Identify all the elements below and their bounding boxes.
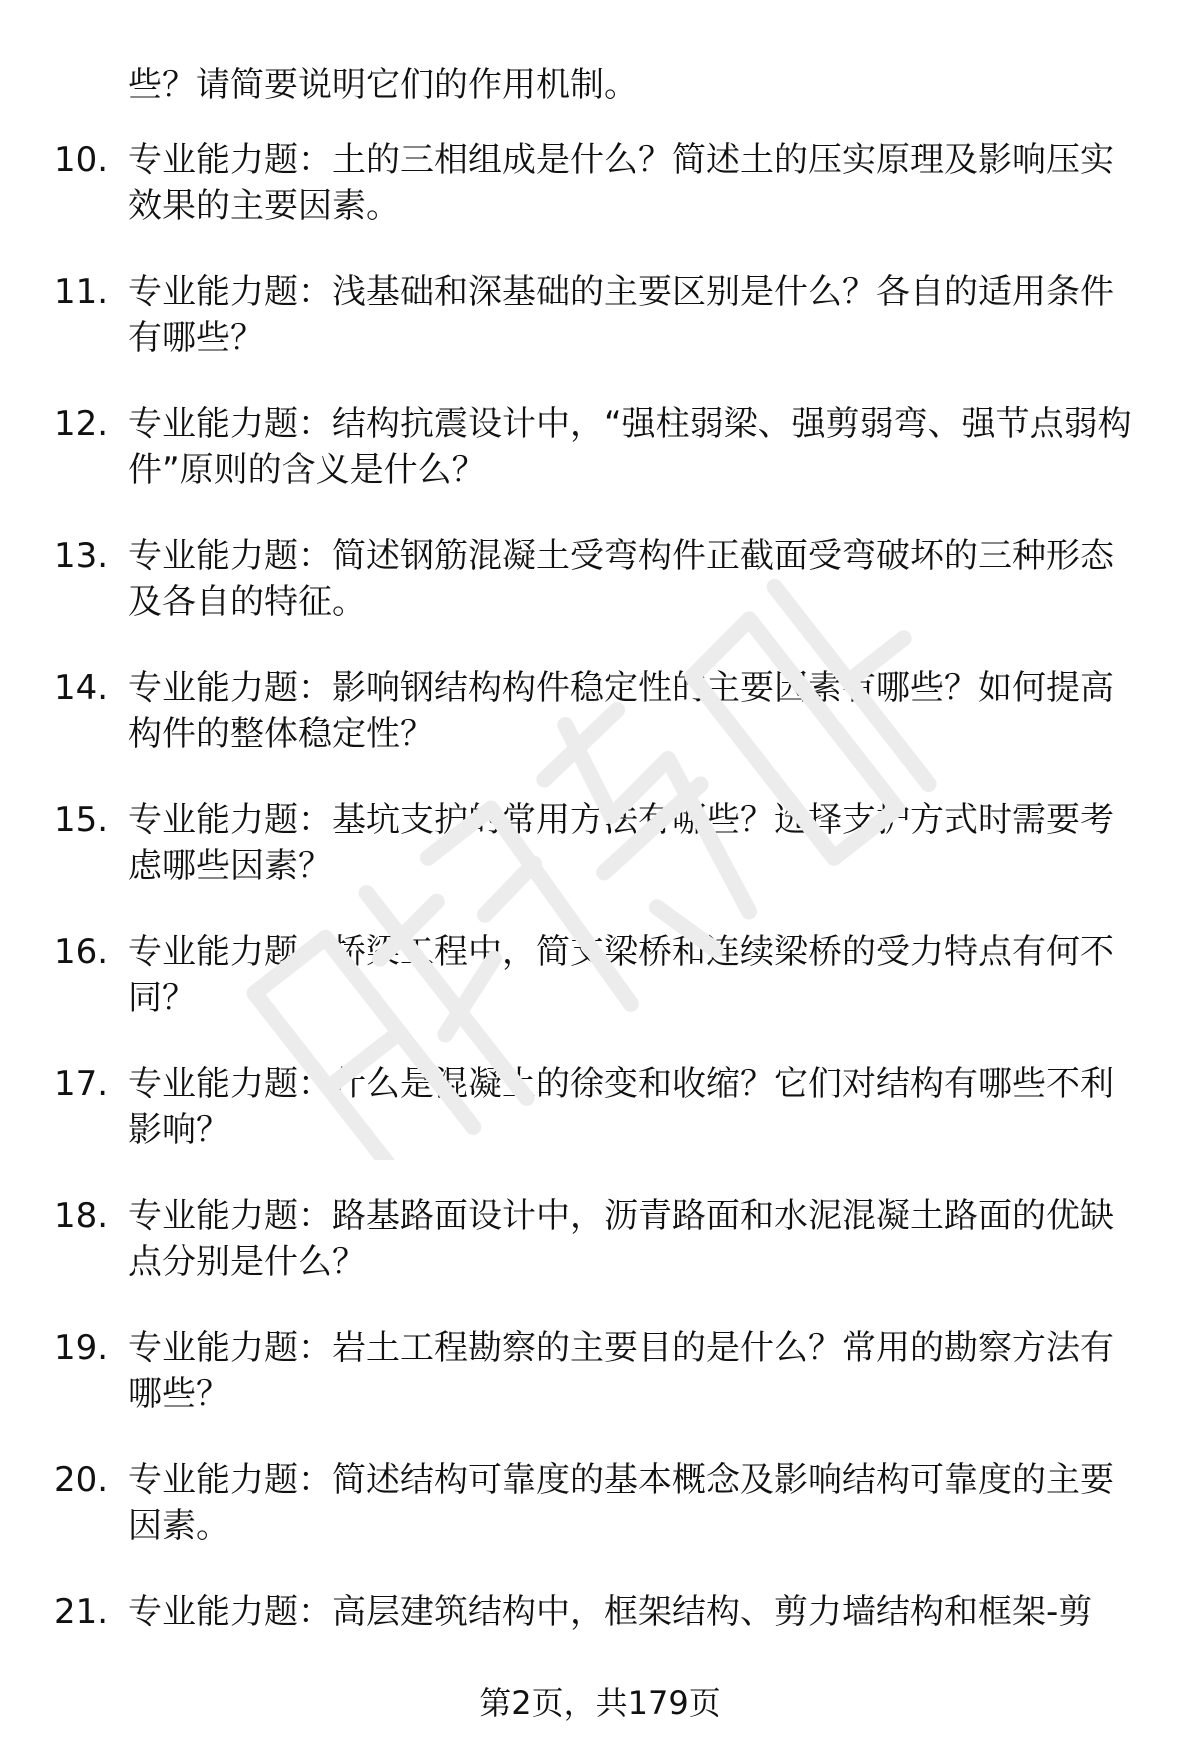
question-text: 专业能力题：桥梁工程中，简支梁桥和连续梁桥的受力特点有何不同？ — [128, 932, 1114, 1018]
question-text: 专业能力题：结构抗震设计中，“强柱弱梁、强剪弱弯、强节点弱构件”原则的含义是什么？ — [128, 404, 1132, 490]
question-list — [0, 137, 1200, 1721]
list-item — [0, 1457, 1200, 1589]
question-number: 10. — [54, 140, 109, 180]
question-text: 专业能力题：简述结构可靠度的基本概念及影响结构可靠度的主要因素。 — [128, 1460, 1114, 1546]
question-number: 19. — [54, 1328, 109, 1368]
question-text: 专业能力题：基坑支护的常用方法有哪些？选择支护方式时需要考虑哪些因素？ — [128, 800, 1114, 886]
list-item — [0, 137, 1200, 269]
list-item — [0, 665, 1200, 797]
continuation-text: 些？请简要说明它们的作用机制。 — [128, 65, 638, 105]
question-text: 专业能力题：岩土工程勘察的主要目的是什么？常用的勘察方法有哪些？ — [128, 1328, 1114, 1414]
question-number: 15. — [54, 800, 109, 840]
page-footer: 第2页，共179页 — [479, 1684, 721, 1722]
question-number: 21. — [54, 1592, 109, 1632]
question-text: 专业能力题：浅基础和深基础的主要区别是什么？各自的适用条件有哪些？ — [128, 272, 1114, 358]
question-number: 11. — [54, 272, 109, 312]
question-text: 专业能力题：什么是混凝土的徐变和收缩？它们对结构有哪些不利影响？ — [128, 1064, 1114, 1150]
list-item — [0, 269, 1200, 401]
question-text: 专业能力题：路基路面设计中，沥青路面和水泥混凝土路面的优缺点分别是什么？ — [128, 1196, 1114, 1282]
question-text: 专业能力题：高层建筑结构中，框架结构、剪力墙结构和框架-剪 — [128, 1592, 1093, 1632]
list-item — [0, 1061, 1200, 1193]
question-text: 专业能力题：土的三相组成是什么？简述土的压实原理及影响压实效果的主要因素。 — [128, 140, 1114, 226]
question-number: 16. — [54, 932, 109, 972]
list-item — [0, 797, 1200, 929]
question-number: 18. — [54, 1196, 109, 1236]
list-item — [0, 533, 1200, 665]
question-number: 12. — [54, 404, 109, 444]
question-number: 14. — [54, 668, 109, 708]
question-text: 专业能力题：简述钢筋混凝土受弯构件正截面受弯破坏的三种形态及各自的特征。 — [128, 536, 1114, 622]
list-item — [0, 401, 1200, 533]
list-item — [0, 1193, 1200, 1325]
list-item — [0, 929, 1200, 1061]
question-text: 专业能力题：影响钢结构构件稳定性的主要因素有哪些？如何提高构件的整体稳定性？ — [128, 668, 1114, 754]
list-item — [0, 1325, 1200, 1457]
question-number: 17. — [54, 1064, 109, 1104]
question-number: 13. — [54, 536, 109, 576]
question-number: 20. — [54, 1460, 109, 1500]
